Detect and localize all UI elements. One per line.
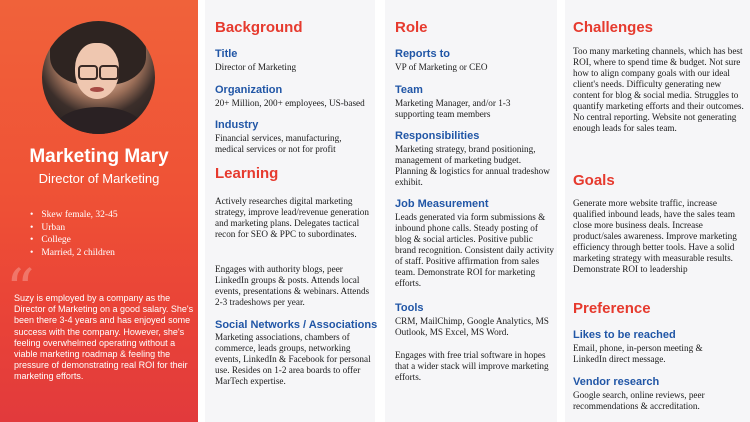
job-measurement-value: Leads generated via form submissions & inbound phone calls. Steady posting of blog & social articles. Positive public brand recognition. Consistent daily activity of staff. Positive affirmation from sales team. Demonstrate ROI for marketing efforts. (395, 212, 554, 288)
team-value: Marketing Manager, and/or 1-3 supporting team members (395, 98, 511, 119)
persona-subtitle: Director of Marketing (38, 171, 160, 186)
column-background-learning (205, 0, 378, 422)
social-networks-value: Marketing associations, chambers of commerce, leads groups, networking events, LinkedIn & Facebook for personal use. Resides on 1-2 area boards to offer MarTech expertise. (215, 332, 371, 386)
responsibilities-label: Responsibilities (395, 130, 480, 142)
tools-value: CRM, MailChimp, Google Analytics, MS Outlook, MS Excel, MS Word. (395, 316, 549, 337)
reports-to-value: VP of Marketing or CEO (395, 62, 488, 72)
role-heading: Role (395, 19, 428, 36)
demographic-item: • Married, 2 children (30, 247, 118, 260)
column-challenges-goals (565, 0, 750, 422)
learning-heading: Learning (215, 165, 279, 182)
demographic-item: • College (30, 234, 118, 247)
social-networks-label: Social Networks / Associations (215, 319, 378, 331)
demographic-item: • Urban (30, 222, 118, 235)
likes-to-be-reached-label: Likes to be reached (573, 329, 676, 341)
column-role (385, 0, 557, 422)
avatar-shoulder (56, 107, 142, 134)
avatar-lips (90, 87, 104, 92)
reports-to-label: Reports to (395, 48, 450, 60)
tools-label: Tools (395, 302, 424, 314)
persona-demographics (30, 209, 118, 259)
job-measurement-label: Job Measurement (395, 198, 489, 210)
quote-icon: “ (6, 258, 35, 323)
persona-name: Marketing Mary (29, 146, 169, 167)
organization-label: Organization (215, 84, 283, 96)
industry-label: Industry (215, 119, 259, 131)
goals-value: Generate more website traffic, increase qualified inbound leads, have the sales team close more business deals. Increase product/sales awareness. Improve marketing efficiency through better tools. Have a solid marketing strategy with measurable results. Demonstrate ROI to leadership (573, 198, 737, 274)
vendor-research-label: Vendor research (573, 376, 660, 388)
title-label: Title (215, 48, 238, 60)
likes-to-be-reached-value: Email, phone, in-person meeting & LinkedIn direct message. (573, 343, 703, 364)
organization-value: 20+ Million, 200+ employees, US-based (215, 98, 365, 108)
challenges-heading: Challenges (573, 19, 654, 36)
challenges-value: Too many marketing channels, which has best ROI, where to spend time & budget. Not sure how to align company goals with our ideal client's needs. Difficulty generating new content for blog & social media. Struggles to quantify marketing efforts and their outcomes. No central reporting. Website not generating enough leads for sales team. (573, 46, 744, 133)
goals-heading: Goals (573, 172, 615, 189)
demographic-item: • Skew female, 32-45 (30, 209, 118, 222)
avatar (42, 21, 155, 134)
persona-story: Suzy is employed by a company as the Director of Marketing on a good salary. She's been there 3-4 years and has enjoyed some success with the company. However, she's feeling overwhelmed operating without a viable marketing roadmap & feeling the pressure of demonstrating real ROI for their marketing efforts. (14, 293, 194, 382)
glasses-icon (99, 65, 119, 80)
persona-panel (0, 0, 198, 422)
tools-note: Engages with free trial software in hopes that a wider stack will improve marketing efforts. (395, 350, 549, 382)
title-value: Director of Marketing (215, 62, 297, 72)
industry-value: Financial services, manufacturing, medical services or not for profit (215, 133, 342, 154)
responsibilities-value: Marketing strategy, brand positioning, management of marketing budget. Planning & logistics for annual tradeshow exhibit. (395, 144, 550, 187)
preference-heading: Preference (573, 300, 651, 317)
team-label: Team (395, 84, 423, 96)
glasses-icon (78, 65, 98, 80)
background-heading: Background (215, 19, 303, 36)
vendor-research-value: Google search, online reviews, peer recommendations & accreditation. (573, 390, 705, 411)
learning-paragraph-2: Engages with authority blogs, peer LinkedIn groups & posts. Attends local events, presentations & webinars. Attends 2-3 tradeshows per year. (215, 264, 370, 307)
learning-paragraph-1: Actively researches digital marketing strategy, improve lead/revenue generation and marketing plans. Delegates tactical recon for SEO & PPC to subordinates. (215, 196, 369, 239)
